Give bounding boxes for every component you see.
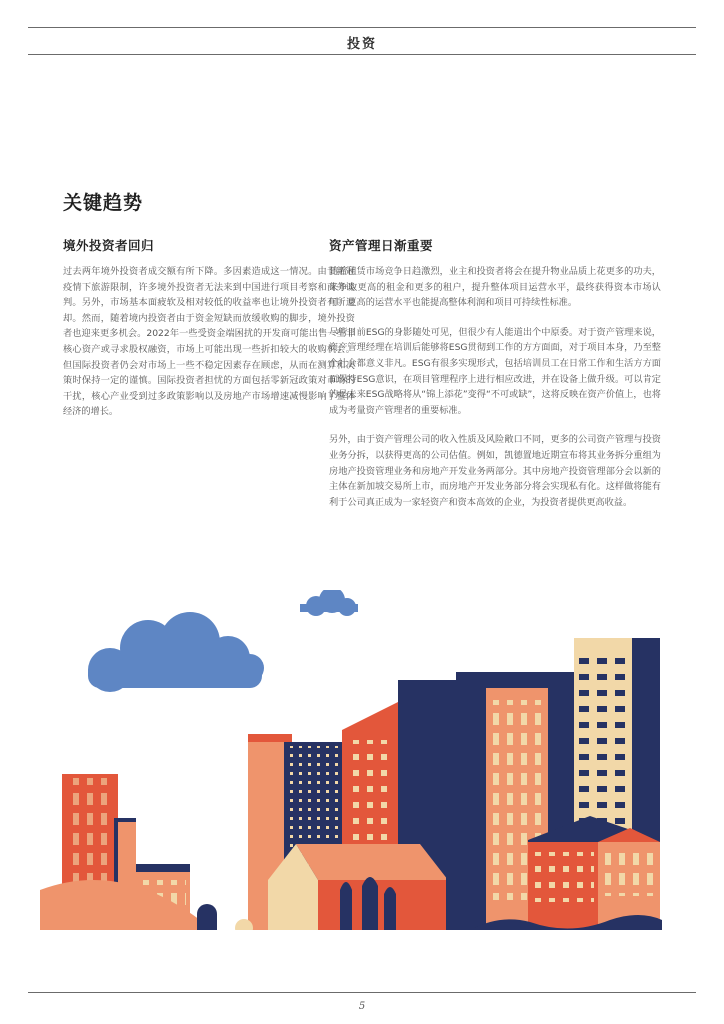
right-column-heading: 资产管理日渐重要 xyxy=(329,238,434,253)
left-column-heading: 境外投资者回归 xyxy=(63,238,155,253)
right-column-paragraph: 随着租赁市场竞争日趋激烈，业主和投资者将会在提升物业品质上花更多的功夫，来争取更高的租金和更多的租户，提升整体项目运营水平，最终获得资本市场认可。更高的运营水平也能提高整体利润和项目可持续性标准。 xyxy=(329,266,661,309)
right-column xyxy=(329,236,661,524)
footer-rule xyxy=(28,992,696,993)
right-column-paragraph: 另外，由于资产管理公司的收入性质及风险敞口不同，更多的公司资产管理与投资业务分拆，以获得更高的公司估值。例如，凯德置地近期宣布将其业务拆分重组为房地产投资管理业务和房地产开发业务两部分。其中房地产投资管理部分会以新的主体在新加坡交易所上市，而房地产开发业务部分将会实现私有化。这样做将能有利于公司真正成为一家轻资产和资本高效的企业，为投资者提供更高收益。 xyxy=(329,434,661,508)
left-column xyxy=(63,236,355,434)
city-skyline-illustration-icon xyxy=(0,590,724,930)
page-number: 5 xyxy=(358,1001,366,1012)
header-rule-top xyxy=(28,27,696,28)
header-rule-bottom xyxy=(28,54,696,55)
large-cloud-icon xyxy=(88,612,264,692)
section-title: 关键趋势 xyxy=(63,192,144,214)
page-header-title: 投资 xyxy=(346,37,377,52)
right-column-paragraph: 尽管目前ESG的身影随处可见，但很少有人能道出个中原委。对于资产管理来说，资产管理经理在培训后能够将ESG贯彻到工作的方方面面，对于项目本身，乃至整个社会都意义非凡。ESG有很多实现形式，包括培训员工在日常工作和生活方方面面保持ESG意识，在项目管理程序上进行相应改进，并在设备上做升级。可以肯定的是未来ESG战略将从“锦上添花”变得“不可或缺”，这将反映在资产价值上，也将成为考量资产管理者的重要标准。 xyxy=(329,326,661,416)
small-cloud-icon xyxy=(300,590,358,616)
left-column-paragraph: 过去两年境外投资者成交额有所下降。多因素造成这一情况。由于新冠疫情下旅游限制，许多境外投资者无法来到中国进行项目考察和商务谈判。另外，市场基本面疲软及相对较低的收益率也让境外投资者有所退却。然而，随着境内投资者由于资金短缺而放缓收购的脚步，境外投资者也迎来更多机会。2022年一些受资金端困扰的开发商可能出售一些非核心资产或寻求股权融资，市场上可能出现一些折扣较大的收购机会。但国际投资者仍会对市场上一些不稳定因素存在顾虑，从而在测算和决策时保持一定的谨慎。国际投资者担忧的方面包括零新冠政策对市场的干扰，核心产业受到过多政策影响以及房地产市场增速减慢影响了整体经济的增长。 xyxy=(63,266,355,418)
